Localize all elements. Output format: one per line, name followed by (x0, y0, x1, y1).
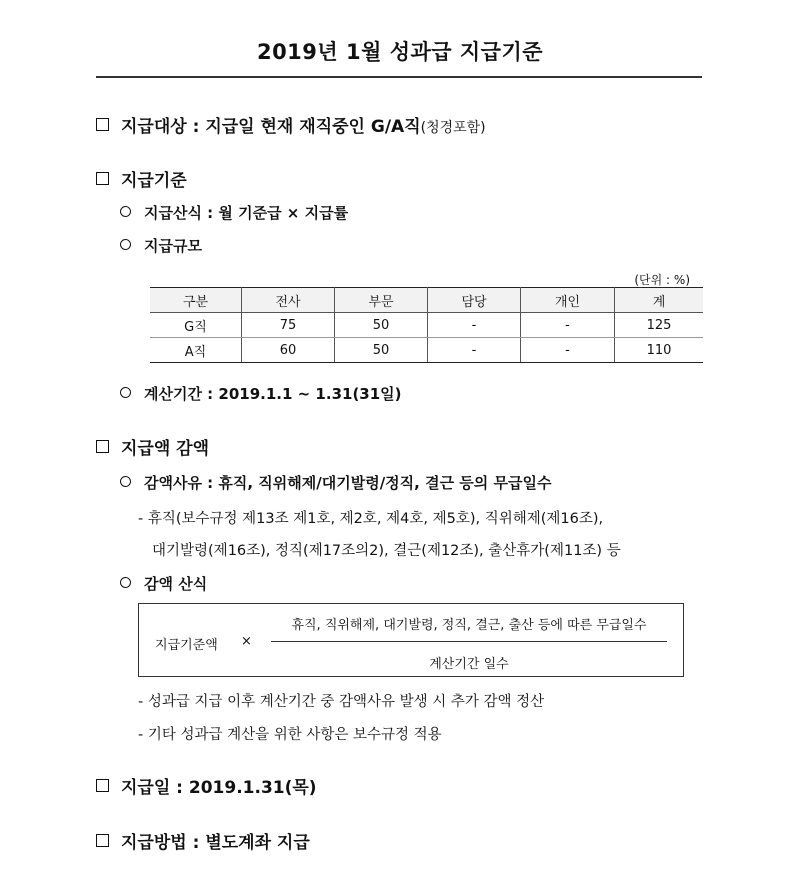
formula-denominator: 계산기간 일수 (429, 657, 509, 672)
table-cell: A직 (150, 338, 242, 363)
circle-bullet-icon (120, 476, 131, 487)
reduction-note2: - 기타 성과급 계산을 위한 사항은 보수규정 적용 (138, 727, 442, 743)
table-cell: - (428, 313, 521, 338)
criteria-scale-text: 지급규모 (144, 237, 202, 255)
section-target (96, 112, 486, 137)
table-cell: 50 (335, 338, 428, 363)
criteria-formula-text: 지급산식 : 월 기준급 × 지급률 (144, 204, 349, 222)
square-bullet-icon (96, 172, 109, 185)
target-label: 지급대상 : 지급일 현재 재직중인 G/A직 (121, 117, 421, 137)
document-title: 2019년 1월 성과급 지급기준 (256, 40, 544, 64)
formula-times-sign: × (241, 634, 252, 649)
circle-bullet-icon (120, 239, 131, 250)
table-unit: (단위 : %) (634, 273, 690, 287)
table-cell: - (428, 338, 521, 363)
table-cell: 60 (242, 338, 335, 363)
section-pay-method (96, 828, 310, 853)
reduction-reason (120, 472, 551, 493)
criteria-period (120, 383, 402, 404)
target-note: (청경포함) (420, 120, 486, 136)
table-header: 구분 (150, 288, 242, 313)
table-cell: - (521, 338, 615, 363)
reduction-detail-line1: - 휴직(보수규정 제13조 제1호, 제2호, 제4호, 제5호), 직위해제(제16조), (138, 511, 604, 527)
section-pay-date (96, 773, 317, 798)
reduction-label: 지급액 감액 (121, 439, 210, 459)
reduction-reason-text: 감액사유 : 휴직, 직위해제/대기발령/정직, 결근 등의 무급일수 (144, 474, 552, 492)
pay-date-label: 지급일 : 2019.1.31(목) (121, 778, 317, 798)
table-cell: 125 (615, 313, 704, 338)
reduction-formula-box (138, 603, 684, 677)
table-header-row (150, 288, 703, 313)
payment-scale-table (150, 287, 703, 363)
table-cell: - (521, 313, 615, 338)
table-cell: G직 (150, 313, 242, 338)
square-bullet-icon (96, 118, 109, 131)
section-reduction (96, 434, 209, 459)
section-criteria (96, 166, 187, 191)
criteria-formula (120, 202, 348, 223)
table-header: 전사 (242, 288, 335, 313)
table-header: 부문 (335, 288, 428, 313)
criteria-period-text: 계산기간 : 2019.1.1 ~ 1.31(31일) (144, 385, 402, 403)
table-cell: 110 (615, 338, 704, 363)
circle-bullet-icon (120, 577, 131, 588)
formula-base-amount: 지급기준액 (155, 638, 218, 653)
square-bullet-icon (96, 779, 109, 792)
formula-fraction-bar (271, 641, 667, 642)
circle-bullet-icon (120, 206, 131, 217)
table-cell: 75 (242, 313, 335, 338)
table-header: 개인 (521, 288, 615, 313)
reduction-calc (120, 573, 207, 594)
reduction-note1: - 성과급 지급 이후 계산기간 중 감액사유 발생 시 추가 감액 정산 (138, 694, 545, 710)
reduction-calc-text: 감액 산식 (144, 575, 208, 593)
square-bullet-icon (96, 834, 109, 847)
reduction-detail-line2: 대기발령(제16조), 정직(제17조의2), 결근(제12조), 출산휴가(제11조) 등 (152, 543, 621, 559)
table-row (150, 313, 703, 338)
criteria-scale (120, 235, 202, 256)
table-header: 담당 (428, 288, 521, 313)
pay-method-label: 지급방법 : 별도계좌 지급 (121, 833, 310, 853)
table-header: 계 (615, 288, 704, 313)
title-underline (96, 76, 702, 78)
table-cell: 50 (335, 313, 428, 338)
circle-bullet-icon (120, 387, 131, 398)
square-bullet-icon (96, 440, 109, 453)
criteria-label: 지급기준 (121, 171, 187, 191)
formula-numerator: 휴직, 직위해제, 대기발령, 정직, 결근, 출산 등에 따른 무급일수 (291, 618, 647, 633)
table-row (150, 338, 703, 363)
